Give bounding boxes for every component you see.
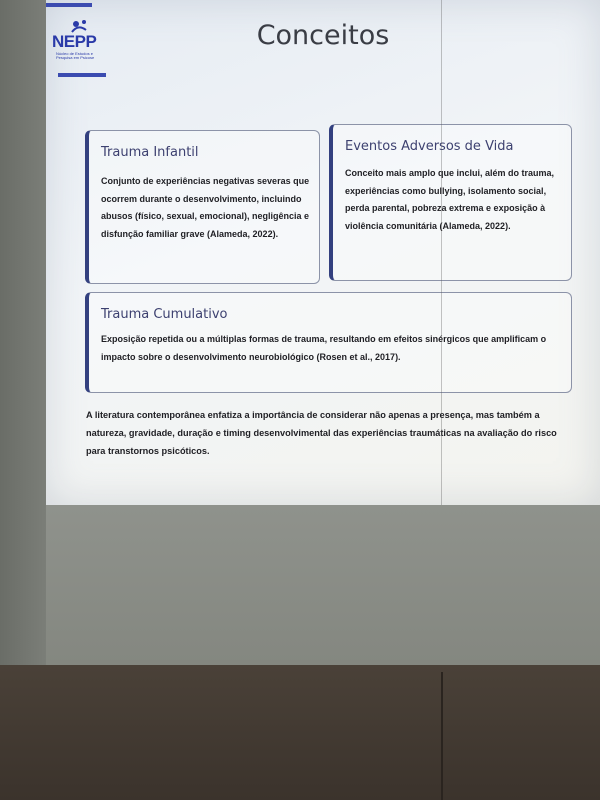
slide-footer-text: A literatura contemporânea enfatiza a importância de considerar não apenas a presença, mas também a natureza, gravidade, duração e timing desenvolvimental das experiências traumáticas na avaliação do risco para transtornos psicóticos.: [86, 410, 557, 456]
slide-title: Conceitos: [256, 20, 390, 51]
card-body: Conjunto de experiências negativas severas que ocorrem durante o desenvolvimento, incluindo abusos (físico, sexual, emocional), negligência e disfunção familiar grave (Alameda, 2022).: [101, 176, 310, 239]
card-body: Conceito mais amplo que inclui, além do trauma, experiências como bullying, isolamento social, perda parental, pobreza extrema e exposição à violência comunitária (Alameda, 2022).: [345, 168, 555, 231]
card-trauma-cumulativo: [85, 292, 572, 393]
wall-shadow: [0, 0, 46, 665]
logo-underline: [58, 73, 106, 77]
projection-screen-lower: [46, 505, 600, 665]
screen-seam: [441, 0, 442, 505]
card-title: Trauma Cumulativo: [101, 307, 228, 322]
logo-text: NEPP: [52, 32, 97, 51]
logo-subtitle: Núcleo de Estudos e Pesquisa em Psicose: [56, 51, 95, 60]
floor: [0, 665, 600, 800]
card-title: Trauma Infantil: [101, 145, 199, 160]
card-eventos-adversos: [329, 124, 572, 281]
slide-top-bar: [46, 3, 92, 7]
projected-slide: [46, 0, 600, 505]
card-body: Exposição repetida ou a múltiplas formas de trauma, resultando em efeitos sinérgicos que amplificam o impacto sobre o desenvolvimento neurobiológico (Rosen et al., 2017).: [101, 334, 547, 362]
card-title: Eventos Adversos de Vida: [345, 139, 514, 154]
floor-divider: [441, 672, 443, 800]
card-trauma-infantil: [85, 130, 320, 284]
